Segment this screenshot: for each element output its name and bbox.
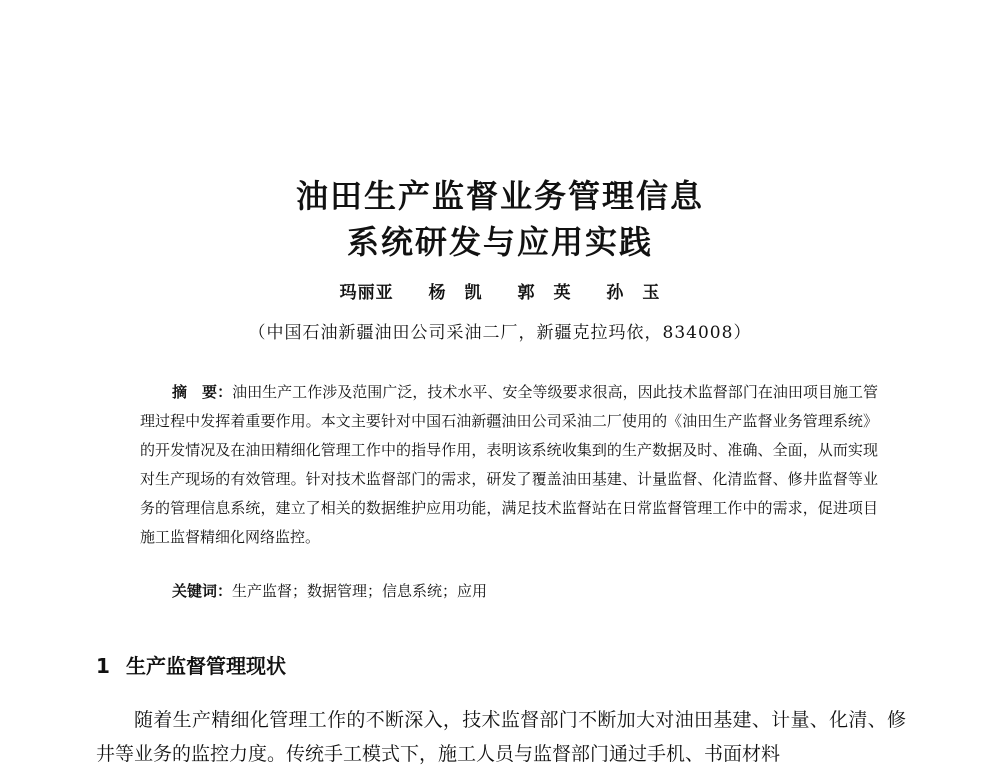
abstract-label: 摘 要：: [172, 383, 233, 401]
paper-title-line-2: 系统研发与应用实践: [346, 223, 653, 261]
section-number: 1: [96, 654, 110, 678]
keywords-label: 关键词：: [172, 582, 233, 600]
abstract: [140, 378, 878, 552]
keywords-text: 生产监督；数据管理；信息系统；应用: [232, 582, 488, 600]
keywords: [172, 580, 487, 601]
section-title: 生产监督管理现状: [126, 654, 286, 678]
author-name: 杨 凯: [428, 283, 483, 303]
author-name: 玛丽亚: [339, 283, 394, 303]
abstract-text: 油田生产工作涉及范围广泛，技术水平、安全等级要求很高，因此技术监督部门在油田项目施工管理过程中发挥着重要作用。本文主要针对中国石油新疆油田公司采油二厂使用的《油田生产监督业务管理系统》的开发情况及在油田精细化管理工作中的指导作用，表明该系统收集到的生产数据及时、准确、全面，从而实现对生产现场的有效管理。针对技术监督部门的需求，研发了覆盖油田基建、计量监督、化清监督、修井监督等业务的管理信息系统，建立了相关的数据维护应用功能，满足技术监督站在日常监督管理工作中的需求，促进项目施工监督精细化网络监控。: [140, 383, 878, 546]
author-name: 孙 玉: [606, 283, 661, 303]
author-affiliation: （中国石油新疆油田公司采油二厂，新疆克拉玛依，834008）: [248, 323, 752, 343]
paper-title-line-1: 油田生产监督业务管理信息: [295, 177, 704, 215]
section-heading: [96, 650, 286, 679]
body-paragraph: 随着生产精细化管理工作的不断深入，技术监督部门不断加大对油田基建、计量、化清、修井等业务的监控力度。传统手工模式下，施工人员与监督部门通过手机、书面材料: [96, 709, 906, 765]
author-name: 郭 英: [517, 283, 572, 303]
author-list: [0, 278, 1000, 303]
